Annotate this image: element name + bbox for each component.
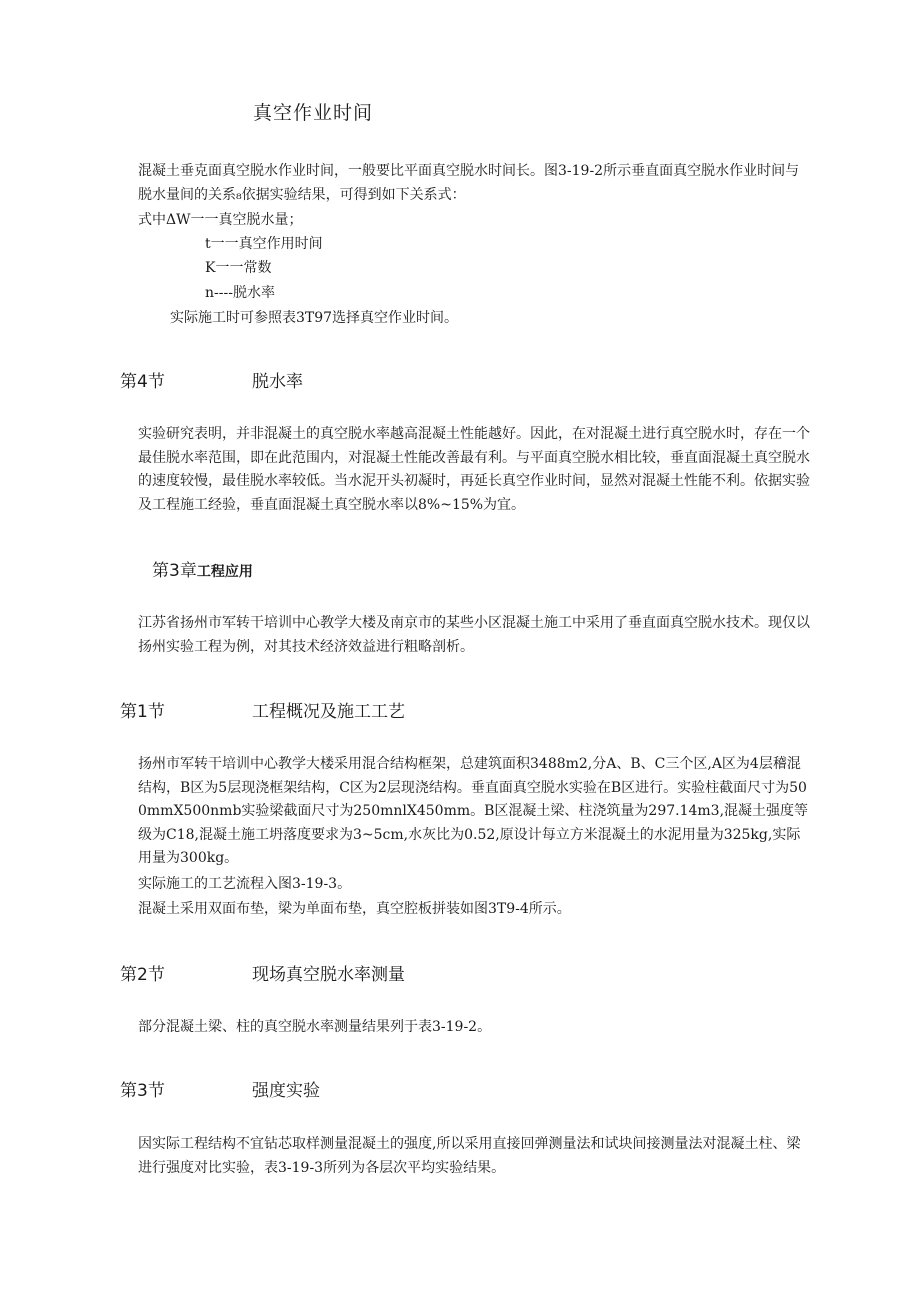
section-number: 第3节 (120, 1081, 165, 1101)
section-title: 现场真空脱水率测量 (252, 965, 405, 985)
section-4-paragraph: 实验研究表明，并非混凝土的真空脱水率越高混凝土性能越好。因此，在对混凝土进行真空脱水时，存在一个最佳脱水率范围，即在此范围内，对混凝土性能改善最有利。与平面真空脱水相比较，垂直面混凝土真空脱水的速度较慢，最佳脱水率较低。当水泥开头初凝时，再延长真空作业时间，显然对混凝土性能不利。依据实验及工程施工经验，垂直面混凝土真空脱水率以8%~15%为宜。 (138, 426, 810, 513)
section-1-paragraph: 扬州市军转干培训中心教学大楼采用混合结构框架，总建筑面积3488m2,分A、B、C三个区,A区为4层稽混结构，B区为5层现浇框架结构，C区为2层现浇结构。垂直面真空脱水实验在B区进行。实验柱截面尺寸为500mmX500nmb实验梁截面尺寸为250mnlX450mm。B区混凝土梁、柱浇筑量为297.14m3,混凝土强度等级为C18,混凝土施工坍落度要求为3~5cm,水灰比为0.52,原设计每立方米混凝土的水泥用量为325kg,实际用量为300kg。 (138, 756, 809, 866)
chapter-3-heading (152, 556, 253, 581)
section-3-paragraph: 因实际工程结构不宜钻芯取样测量混凝土的强度,所以采用直接回弹测量法和试块间接测量法对混凝土柱、梁进行强度对比实验，表3-19-3所列为各层次平均实验结果。 (138, 1136, 801, 1176)
section-1-line-2: 实际施工的工艺流程入图3-19-3。 (138, 876, 352, 892)
section-title: 工程概况及施工工艺 (252, 702, 405, 722)
variable-n: n----脱水率 (205, 285, 275, 301)
section-1-line-3: 混凝土采用双面布垫，梁为单面布垫，真空腔板拼装如图3T9-4所示。 (138, 901, 571, 917)
chapter-number: 第3章 (152, 561, 197, 581)
section-title: 脱水率 (252, 372, 303, 392)
section-2-paragraph: 部分混凝土梁、柱的真空脱水率测量结果列于表3-19-2。 (138, 1019, 492, 1035)
section-number: 第4节 (120, 372, 165, 392)
section-number: 第2节 (120, 965, 165, 985)
section-number: 第1节 (120, 702, 165, 722)
formula-line: 式中ΔW一一真空脱水量； (138, 212, 303, 228)
intro-note: 实际施工时可参照表3T97选择真空作业时间。 (170, 310, 459, 326)
intro-paragraph (138, 160, 810, 207)
chapter-title: 工程应用 (196, 564, 253, 580)
chapter-3-paragraph: 江苏省扬州市军转干培训中心教学大楼及南京市的某些小区混凝土施工中采用了垂直面真空脱水技术。现仅以扬州实验工程为例，对其技术经济效益进行粗略剖析。 (138, 615, 810, 655)
variable-k: K一一常数 (205, 260, 272, 276)
intro-text: 混凝土垂克面真空脱水作业时间，一般要比平面真空脱水时间长。图3-19-2所示垂直面真空脱水作业时间与脱水量间的关系₈依据实验结果，可得到如下关系式： (138, 163, 800, 203)
section-title: 强度实验 (252, 1081, 320, 1101)
variable-t: t一一真空作用时间 (205, 236, 323, 252)
page-title: 真空作业时间 (253, 102, 374, 124)
